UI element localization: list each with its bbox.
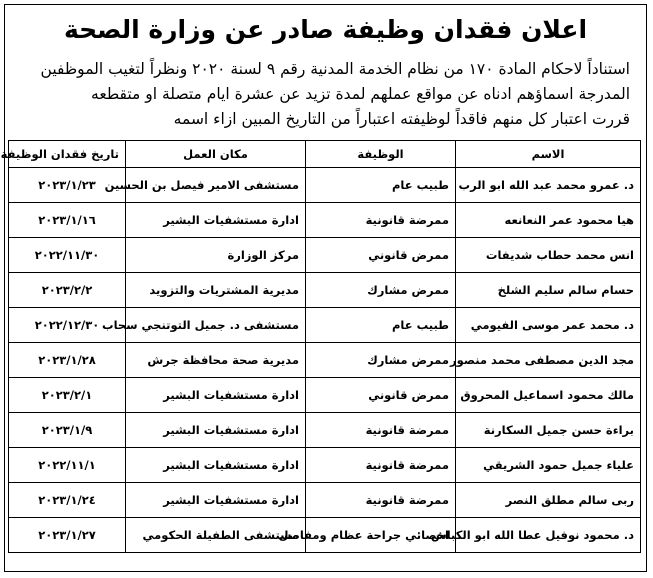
cell-job: ممرضة قانونية xyxy=(306,203,456,238)
cell-job: طبيب عام xyxy=(306,168,456,203)
table-row xyxy=(9,308,641,343)
table-row xyxy=(9,518,641,553)
table-header-row xyxy=(9,141,641,168)
cell-name: مالك محمود اسماعيل المحروق xyxy=(456,378,641,413)
cell-job: اخصائي جراحة عظام ومفاصل xyxy=(306,518,456,553)
table-row xyxy=(9,413,641,448)
cell-name: د. محمد عمر موسى الفيومي xyxy=(456,308,641,343)
cell-job: ممرض مشارك xyxy=(306,343,456,378)
cell-name: د. عمرو محمد عبد الله ابو الرب xyxy=(456,168,641,203)
cell-name: هيا محمود عمر النعانعه xyxy=(456,203,641,238)
cell-name: براءة حسن جميل السكارنة xyxy=(456,413,641,448)
intro-line: المدرجة اسماؤهم ادناه عن مواقع عملهم لمدة تزيد عن عشرة ايام متصلة او متقطعه xyxy=(91,85,630,103)
cell-place: مستشفى الطفيلة الحكومي xyxy=(126,518,306,553)
cell-date: ٢٠٢٣/١/٢٧ xyxy=(9,518,126,553)
employees-table xyxy=(0,140,641,553)
cell-date: ٢٠٢٢/١٢/٣٠ xyxy=(9,308,126,343)
cell-place: مديرية المشتريات والتزويد xyxy=(126,273,306,308)
cell-name: مجد الدين مصطفى محمد منصور xyxy=(456,343,641,378)
cell-name: علياء جميل حمود الشريقي xyxy=(456,448,641,483)
table-row xyxy=(9,203,641,238)
cell-date: ٢٠٢٢/١١/٣٠ xyxy=(9,238,126,273)
cell-name: ربى سالم مطلق النصر xyxy=(456,483,641,518)
cell-date: ٢٠٢٣/٢/٢ xyxy=(9,273,126,308)
cell-date: ٢٠٢٣/٢/١ xyxy=(9,378,126,413)
cell-job: ممرضة قانونية xyxy=(306,448,456,483)
cell-date: ٢٠٢٢/١١/١ xyxy=(9,448,126,483)
cell-job: ممرض قانوني xyxy=(306,238,456,273)
table-row xyxy=(9,273,641,308)
cell-place: ادارة مستشفيات البشير xyxy=(126,413,306,448)
cell-job: ممرضة قانونية xyxy=(306,483,456,518)
cell-place: ادارة مستشفيات البشير xyxy=(126,203,306,238)
announcement-intro xyxy=(21,57,630,132)
cell-name: د. محمود نوفيل عطا الله ابو الكباش xyxy=(456,518,641,553)
cell-date: ٢٠٢٣/١/٢٨ xyxy=(9,343,126,378)
cell-place: ادارة مستشفيات البشير xyxy=(126,483,306,518)
cell-date: ٢٠٢٣/١/٩ xyxy=(9,413,126,448)
cell-name: حسام سالم سليم الشلخ xyxy=(456,273,641,308)
cell-place: مستشفى د. جميل التوتنجي سحاب xyxy=(126,308,306,343)
header-job: الوظيفة xyxy=(306,141,456,168)
table-row xyxy=(9,238,641,273)
cell-place: ادارة مستشفيات البشير xyxy=(126,448,306,483)
intro-line: استناداً لاحكام المادة ١٧٠ من نظام الخدمة المدنية رقم ٩ لسنة ٢٠٢٠ ونظراً لتغيب الموظفين xyxy=(40,60,630,78)
table-row xyxy=(9,378,641,413)
table-row xyxy=(9,343,641,378)
cell-date: ٢٠٢٣/١/١٦ xyxy=(9,203,126,238)
header-place: مكان العمل xyxy=(126,141,306,168)
header-name: الاسم xyxy=(456,141,641,168)
cell-place: مستشفى الامير فيصل بن الحسين xyxy=(126,168,306,203)
intro-line: قررت اعتبار كل منهم فاقداً لوظيفته اعتباراً من التاريخ المبين ازاء اسمه xyxy=(173,110,630,128)
table-row xyxy=(9,168,641,203)
table-row xyxy=(9,483,641,518)
cell-name: انس محمد حطاب شديفات xyxy=(456,238,641,273)
cell-job: ممرض مشارك xyxy=(306,273,456,308)
header-date: تاريخ فقدان الوظيفة xyxy=(9,141,126,168)
cell-job: طبيب عام xyxy=(306,308,456,343)
cell-job: ممرض قانوني xyxy=(306,378,456,413)
table-row xyxy=(9,448,641,483)
cell-job: ممرضة قانونية xyxy=(306,413,456,448)
cell-date: ٢٠٢٣/١/٢٤ xyxy=(9,483,126,518)
cell-date: ٢٠٢٣/١/٢٣ xyxy=(9,168,126,203)
cell-place: مركز الوزارة xyxy=(126,238,306,273)
cell-place: مديرية صحة محافظة جرش xyxy=(126,343,306,378)
cell-place: ادارة مستشفيات البشير xyxy=(126,378,306,413)
announcement-title: اعلان فقدان وظيفة صادر عن وزارة الصحة xyxy=(63,15,588,44)
